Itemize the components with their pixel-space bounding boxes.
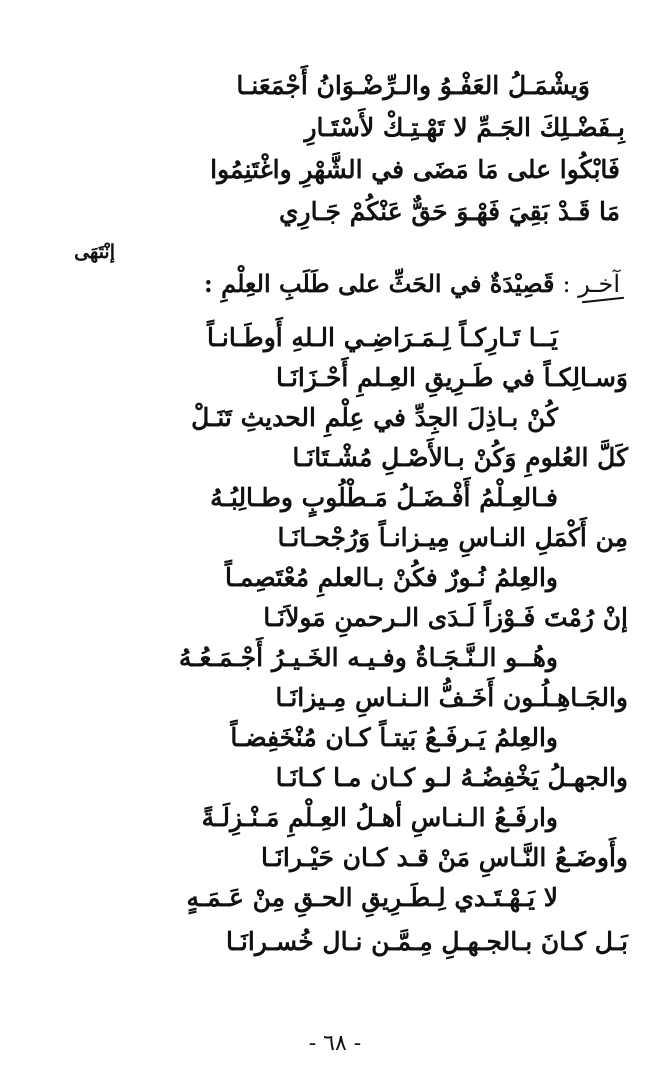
poem-line-6: مِن أَكْمَلِ النـاسِ مِيـزانـاً وَرُجْحـانَـا — [277, 523, 628, 552]
prev-poem-line-3: فَابْكُوا على مَا مَضَى في الشَّهْرِ واغْتَنِمُوا — [210, 155, 620, 184]
poem-line-9: وهُــو الـنَّـجَـاةُ وفـيـه الخَـيـرُ أَجْـمَـعُـهُ — [178, 643, 558, 672]
heading-title: قَصِيْدَةٌ في الحَثِّ على طَلَبِ العِلْمِ : — [203, 269, 555, 298]
prev-poem-line-2: بِـفَضْـلِكَ الجَـمِّ لا تَهْـتِـكْ لأَسْتَـارِ — [304, 113, 625, 142]
poem-line-1: يَــا تَـارِكـاً لِـمَـرَاضِـي الـلهِ أَوطَـانـاً — [206, 323, 558, 352]
poem-line-11: والعِلمُ يَـرفَـعُ بَيتـاً كـان مُنْخَفِضـاً — [230, 723, 558, 752]
poem-line-13: وارفَـعُ الـنـاسِ أهـلُ العِـلْمِ مَـنْـزِلَـةً — [201, 803, 558, 832]
end-mark: إنْتَهَى — [74, 241, 115, 263]
poem-line-3: كُنْ بـاذِلَ الجِدِّ في عِلْمِ الحديثِ تَنَـلْ — [191, 403, 558, 432]
dash-mark — [578, 286, 624, 305]
poem-line-10: والجَـاهِـلُـون أَخَـفُّ الـنـاسِ مِـيزانَـا — [275, 683, 628, 712]
poem-line-8: إنْ رُمْتَ فَـوْزاً لَـدَى الـرحمنِ مَولاَنَـا — [263, 603, 628, 632]
poem-line-12: والجهـلُ يَخْفِضُـهُ لـو كـان مـا كـانَـا — [275, 763, 628, 792]
page-number: - ٦٨ - — [308, 1031, 362, 1056]
prev-poem-line-1: وَيشْمَـلُ العَفْـوُ والـرِّضْـوَانُ أَجْمَعَنـا — [236, 71, 590, 100]
dash-line — [582, 297, 624, 303]
poem-line-2: وَسـالِكـاً في طَـرِيقِ العِـلمِ أَحْـزَانَـا — [276, 363, 628, 392]
poem-line-15: لا يَـهْـتَـدي لِـطَـرِيقِ الحـقِ مِنْ عَـمَـهٍ — [186, 883, 558, 912]
section-heading — [204, 268, 620, 300]
poem-line-7: والعِلمُ نُـورٌ فكُنْ بـالعلمِ مُعْتَصِمـاً — [224, 563, 558, 592]
prev-poem-line-4: مَا قَـدْ بَقِيَ فَهْـوَ حَقٌّ عَنْكُمْ جَـارِي — [278, 197, 620, 226]
poem-line-16: بَـل كـانَ بـالجـهـلِ مِـمَّـن نـال خُسـرانَـا — [225, 927, 628, 956]
poem-line-5: فـالعِـلْمُ أَفْـضَـلُ مَـطْلُوبٍ وطـالِبُـهُ — [210, 483, 558, 512]
heading-prefix: آخـر : — [562, 270, 620, 298]
poem-line-4: كَلَّ العُلومِ وَكُنْ بـالأَصْـلِ مُشْـتَانَـا — [292, 443, 628, 472]
poem-line-14: وأَوضَـعُ النَّـاسِ مَنْ قـد كـان حَيْـرانَـا — [260, 843, 628, 872]
